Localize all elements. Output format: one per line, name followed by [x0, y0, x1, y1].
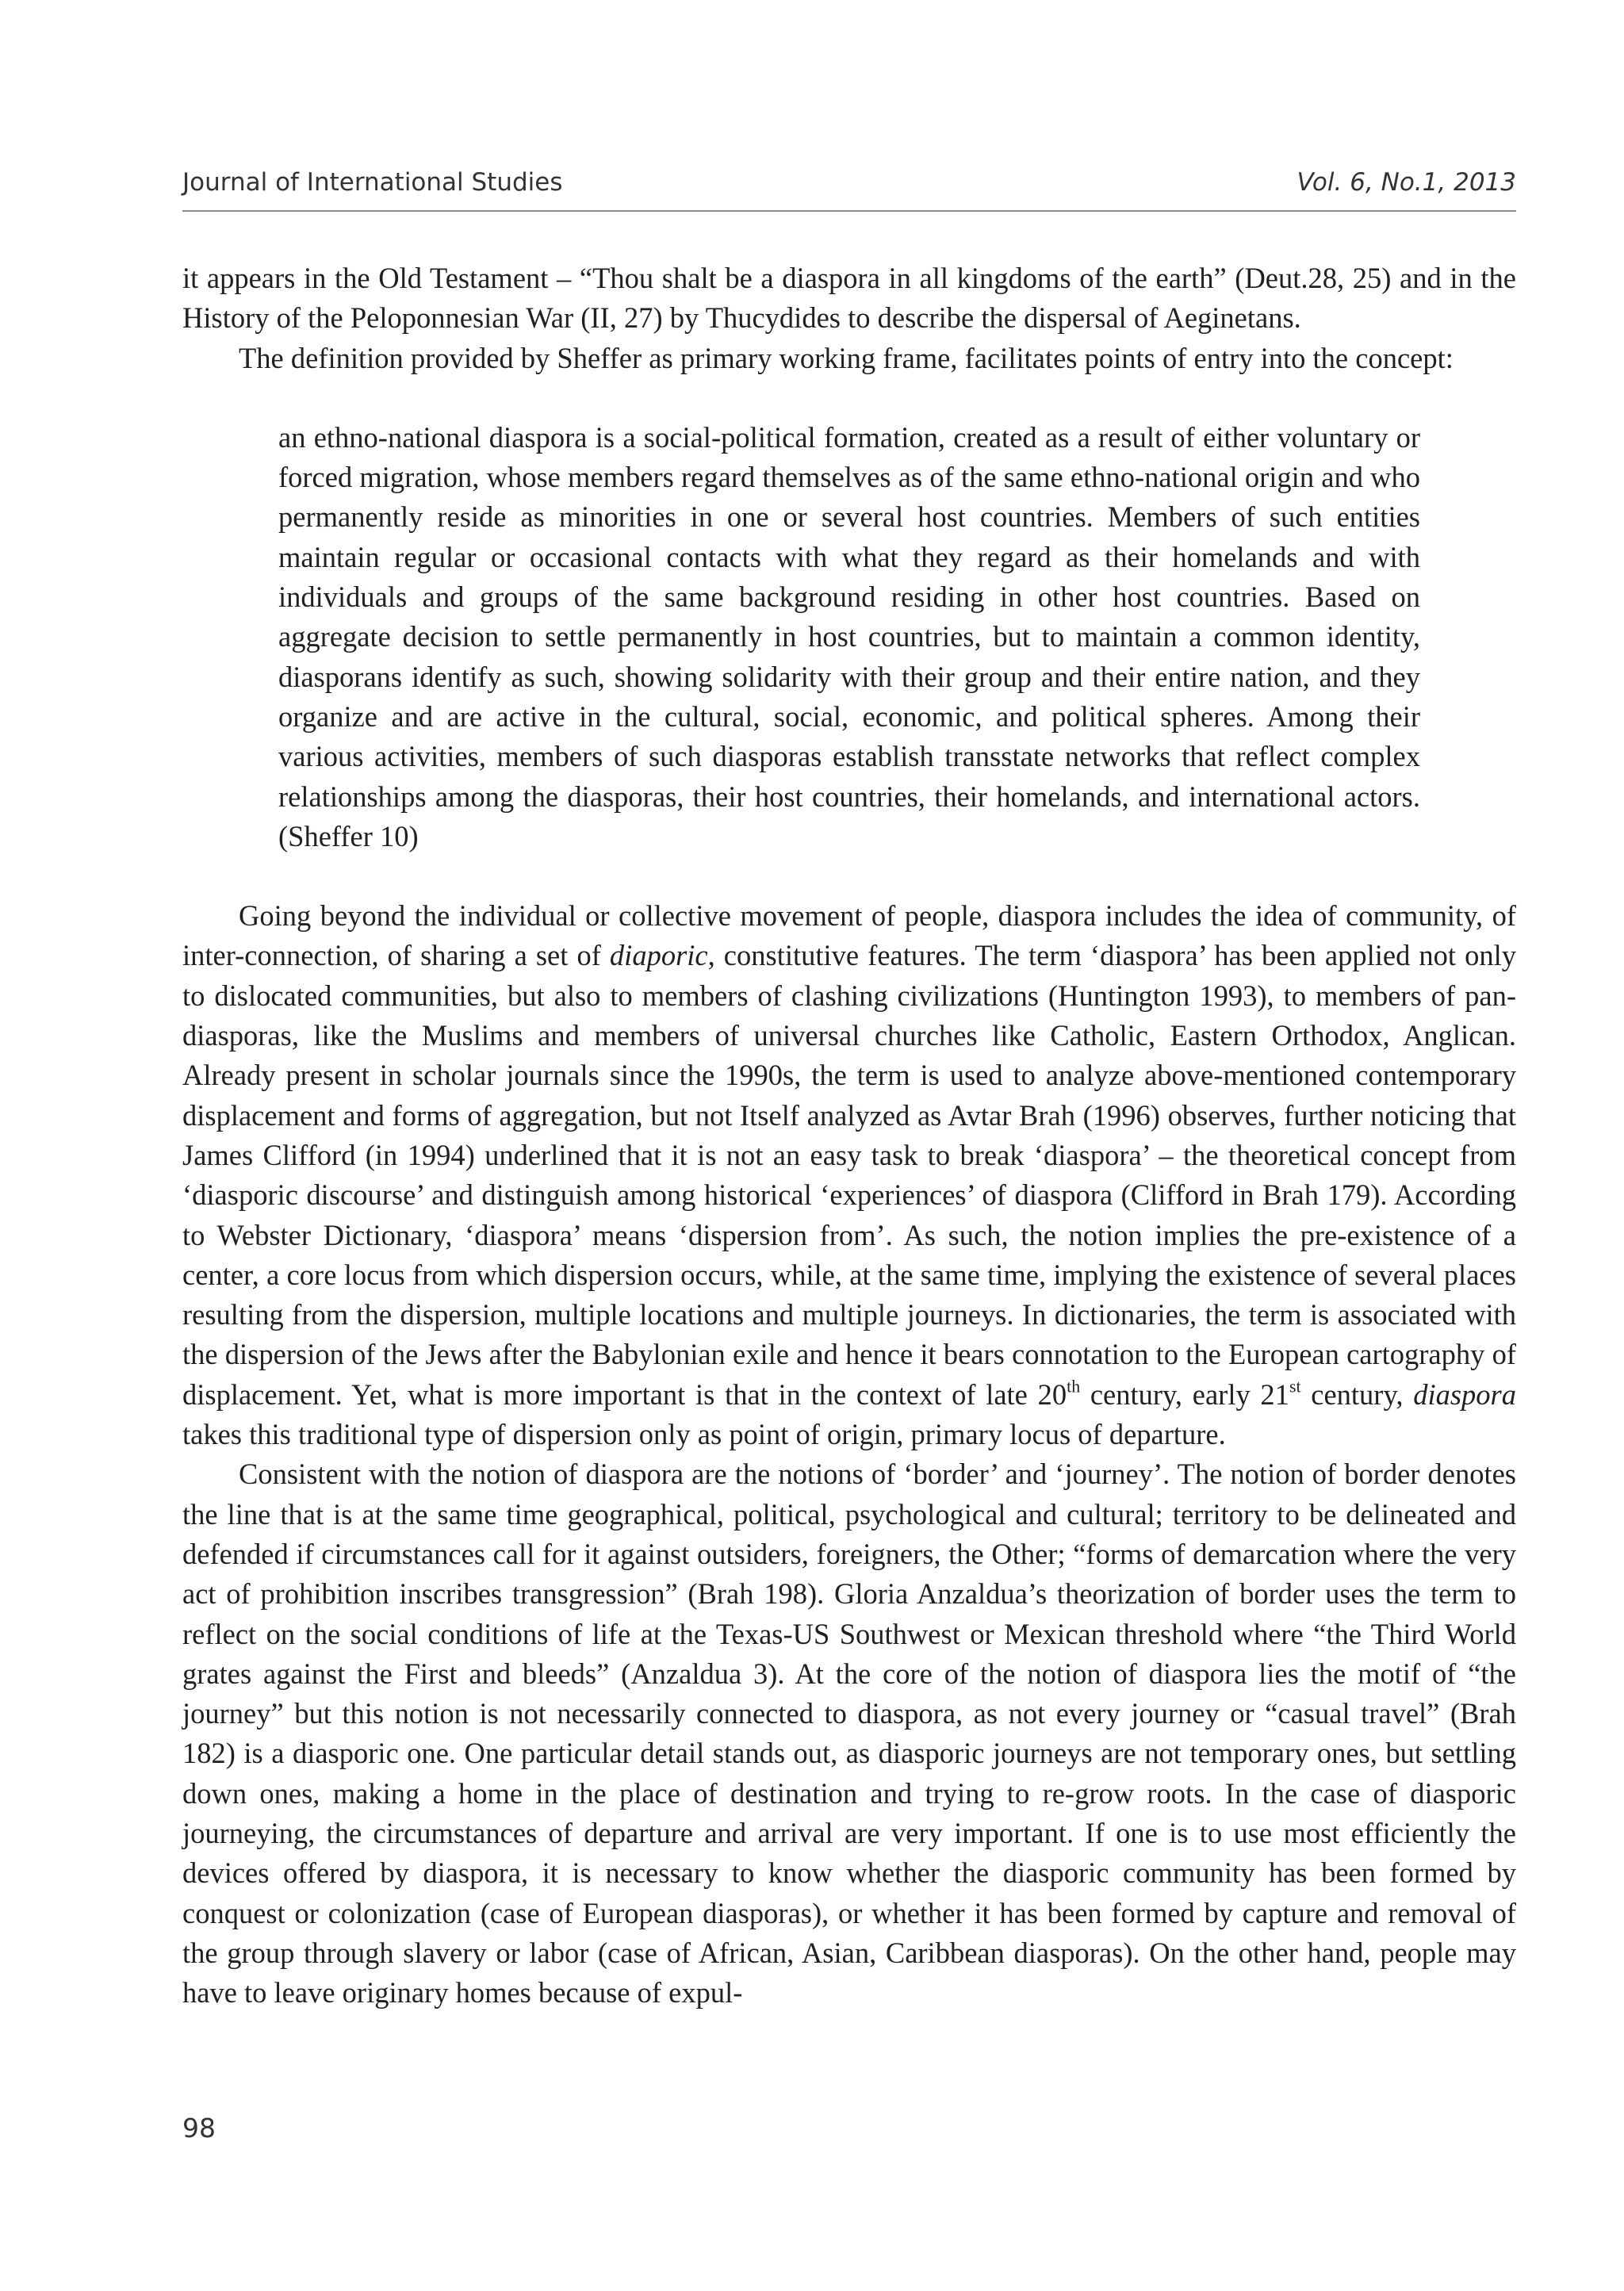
- volume-info: Vol. 6, No.1, 2013: [1297, 168, 1516, 197]
- ordinal-suffix: st: [1289, 1376, 1301, 1396]
- article-body: [182, 259, 1516, 2013]
- block-quote-sheffer: an ethno-national diaspora is a social-political formation, created as a result of either voluntary or forced migration, whose members regard themselves as of the same ethno-national origin and who permanently reside as minorities in one or several host countries. Members of such entities maintain regular or occasional contacts with what they regard as their homelands and with individuals and groups of the same background residing in other host countries. Based on aggregate decision to settle permanently in host countries, but to maintain a common identity, diasporans identify as such, showing solidarity with their group and their entire nation, and they organize and are active in the cultural, social, economic, and political spheres. Among their various activities, members of such diasporas establish transstate networks that reflect complex relationships among the diasporas, their host countries, their homelands, and international actors. (Sheffer 10): [278, 420, 1420, 852]
- text-run: century, early 21: [1080, 1377, 1289, 1411]
- italic-term: diaspora: [1413, 1377, 1516, 1411]
- italic-term: diaporic: [609, 939, 708, 972]
- text-run: Going beyond the individual or collective movement of people, diaspora includes the idea of community, of inter-connection, of sharing a set of: [182, 899, 1516, 972]
- journal-title: Journal of International Studies: [182, 168, 563, 197]
- paragraph-beyond-movement: [182, 896, 1516, 1454]
- header-divider: [182, 210, 1516, 212]
- paragraph-border-journey: Consistent with the notion of diaspora are the notions of ‘border’ and ‘journey’. The notion of border denotes the line that is at the same time geographical, political, psychological and cultural; territory to be delineated and defended if circumstances call for it against outsiders, foreigners, the Other; “forms of demarcation where the very act of prohibition inscribes transgression” (Brah 198). Gloria Anzaldua’s theorization of border uses the term to reflect on the social conditions of life at the Texas-US Southwest or Mexican threshold where “the Third World grates against the First and bleeds” (Anzaldua 3). At the core of the notion of diaspora lies the motif of “the journey” but this notion is not necessarily connected to diaspora, as not every journey or “casual travel” (Brah 182) is a diasporic one. One particular detail stands out, as diasporic journeys are not temporary ones, but settling down ones, making a home in the place of destination and trying to re-grow roots. In the case of diasporic journeying, the circumstances of departure and arrival are very important. If one is to use most efficiently the devices offered by diaspora, it is necessary to know whether the diasporic community has been formed by conquest or colonization (case of European diasporas), or whether it has been formed by capture and removal of the group through slavery or labor (case of African, Asian, Caribbean diasporas). On the other hand, people may have to leave originary homes because of expul-: [182, 1458, 1516, 2009]
- text-run: takes this traditional type of dispersion only as point of origin, primary locus of departure.: [182, 1418, 1226, 1451]
- paragraph-continued: it appears in the Old Testament – “Thou shalt be a diaspora in all kingdoms of the earth” (Deut.28, 25) and in the History of the Peloponnesian War (II, 27) by Thucydides to describe the dispersal of Aeginetans.: [182, 262, 1516, 335]
- text-run: , constitutive features. The term ‘diaspora’ has been applied not only to dislocated communities, but also to members of clashing civilizations (Huntington 1993), to members of pan-diasporas, like the Muslims and members of universal churches like Catholic, Eastern Orthodox, Anglican. Already present in scholar journals since the 1990s, the term is used to analyze above-mentioned contemporary displacement and forms of aggregation, but not Itself analyzed as Avtar Brah (1996) observes, further noticing that James Clifford (in 1994) underlined that it is not an easy task to break ‘diaspora’ – the theoretical concept from ‘diasporic discourse’ and distinguish among historical ‘experiences’ of diaspora (Clifford in Brah 179). According to Webster Dictionary, ‘diaspora’ means ‘dispersion from’. As such, the notion implies the pre-existence of a center, a core locus from which dispersion occurs, while, at the same time, implying the existence of several places resulting from the dispersion, multiple locations and multiple journeys. In dictionaries, the term is associated with the dispersion of the Jews after the Babylonian exile and hence it bears connotation to the European cartography of displacement. Yet, what is more important is that in the context of late 20: [182, 939, 1516, 1411]
- page-number: 98: [182, 2113, 216, 2144]
- running-header: [182, 167, 1516, 206]
- paragraph-definition-intro: The definition provided by Sheffer as primary working frame, facilitates points of entry into the concept:: [239, 341, 1454, 374]
- text-run: century,: [1300, 1377, 1414, 1411]
- ordinal-suffix: th: [1067, 1376, 1081, 1396]
